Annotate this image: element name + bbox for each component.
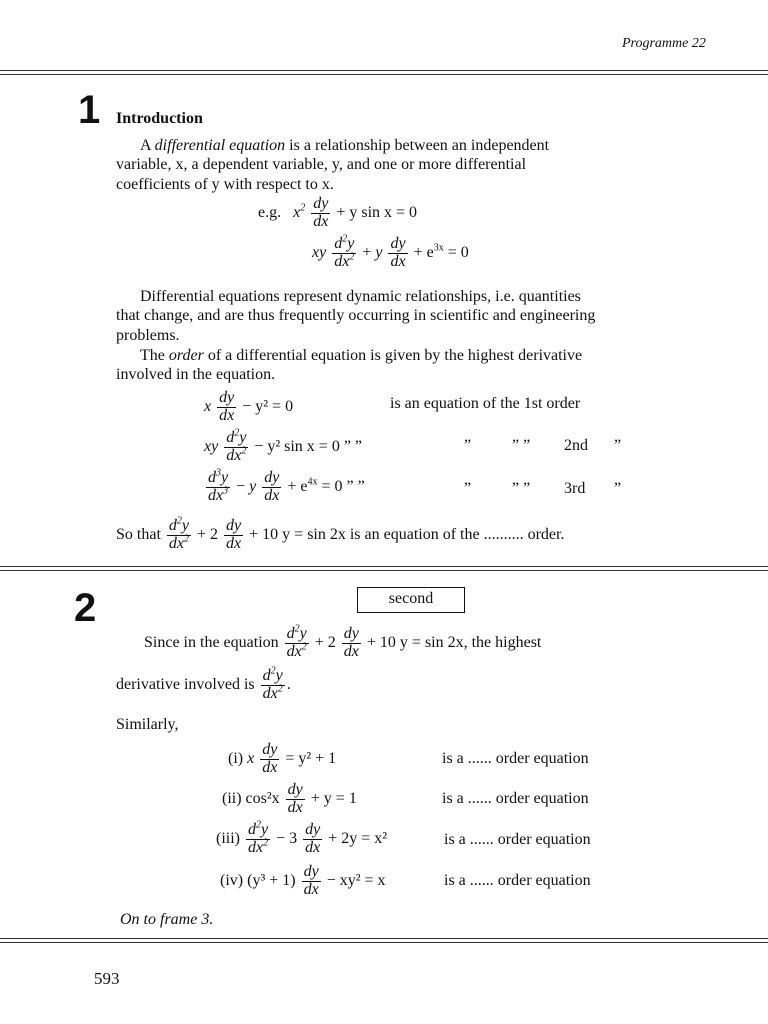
item-iii-equation: (iii) $\frac{d^2y}{dx^2}$ − 3 $\frac{dy}{dx}$ + 2y = x² (216, 819, 388, 856)
order-row-3-ditto-2: ” ” (512, 480, 531, 497)
running-header: Programme 22 (622, 36, 706, 51)
frame1-question: So that $\frac{d^2y}{dx^2}$ + 2 $\frac{dy}{dx}$ + 10 y = sin 2x is an equation of the .......... order. (116, 515, 565, 552)
next-frame-instruction: On to frame 3. (120, 911, 214, 928)
footer-rule-bottom (0, 942, 768, 943)
item-ii-equation: (ii) cos²x $\frac{dy}{dx}$ + y = 1 (222, 781, 357, 816)
frame-divider-top (0, 566, 768, 567)
order-para-line-1: The order of a differential equation is given by the highest derivative (140, 347, 583, 364)
derivative-sentence: derivative involved is $\frac{d^2y}{dx^2}$ . (116, 665, 291, 702)
answer-box: second (357, 587, 465, 613)
section-heading: Introduction (116, 110, 203, 127)
order-row-3-ditto: ” (464, 480, 472, 497)
order-row-3-ditto-3: ” (614, 480, 622, 497)
item-i-description: is a ...... order equation (442, 750, 589, 767)
footer-rule-top (0, 938, 768, 939)
similarly-label: Similarly, (116, 716, 179, 733)
order-row-1-equation: x $\frac{dy}{dx}$ − y² = 0 (204, 389, 294, 424)
frame-divider-bottom (0, 570, 768, 571)
term-differential-equation: differential equation (154, 137, 286, 154)
item-ii-description: is a ...... order equation (442, 790, 589, 807)
item-iv-equation: (iv) (y³ + 1) $\frac{dy}{dx}$ − xy² = x (220, 863, 386, 898)
frame-number-1: 1 (78, 88, 101, 132)
intro-line-2: variable, x, a dependent variable, y, and one or more differential (116, 156, 527, 173)
order-row-1-description: is an equation of the 1st order (390, 395, 581, 412)
dynamic-para-line-3: problems. (116, 327, 180, 344)
header-rule-bottom (0, 74, 768, 75)
dynamic-para-line-1: Differential equations represent dynamic relationships, i.e. quantities (140, 288, 581, 305)
order-row-2-ditto-2: ” ” (512, 437, 531, 454)
order-row-2-ditto-3: ” (614, 437, 622, 454)
order-para-line-2: involved in the equation. (116, 366, 276, 383)
example-equation-2: xy $\frac{d^2y}{dx^2}$ + y $\frac{dy}{dx}$ + $e^{3x} = 0$ (312, 233, 469, 270)
order-row-2-order: 2nd (564, 437, 588, 454)
order-row-3-equation: $\frac{d^3y}{dx^3}$ − y $\frac{dy}{dx}$ + $e^{4x} = 0$ ” ” (208, 467, 365, 504)
term-order: order (168, 347, 204, 364)
example-equation-1: e.g. $x^2$ $\frac{dy}{dx}$ + y sin x = 0 (258, 195, 418, 230)
dynamic-para-line-2: that change, and are thus frequently occurring in scientific and engineering (116, 307, 596, 324)
order-row-2-ditto: ” (464, 437, 472, 454)
intro-line-3: coefficients of y with respect to x. (116, 176, 334, 193)
since-sentence: Since in the equation $\frac{d^2y}{dx^2}$ + 2 $\frac{dy}{dx}$ + 10 y = sin 2x, the highest (144, 623, 542, 660)
order-row-3-order: 3rd (564, 480, 586, 497)
item-i-equation: (i) x $\frac{dy}{dx}$ = y² + 1 (228, 741, 337, 776)
frame-number-2: 2 (74, 586, 97, 630)
item-iii-description: is a ...... order equation (444, 831, 591, 848)
intro-line-1: A differential equation is a relationship between an independent (140, 137, 550, 154)
header-rule-top (0, 70, 768, 71)
item-iv-description: is a ...... order equation (444, 872, 591, 889)
order-row-2-equation: xy $\frac{d^2y}{dx^2}$ − y² sin x = 0 ” ” (204, 427, 363, 464)
page-number: 593 (94, 969, 120, 988)
